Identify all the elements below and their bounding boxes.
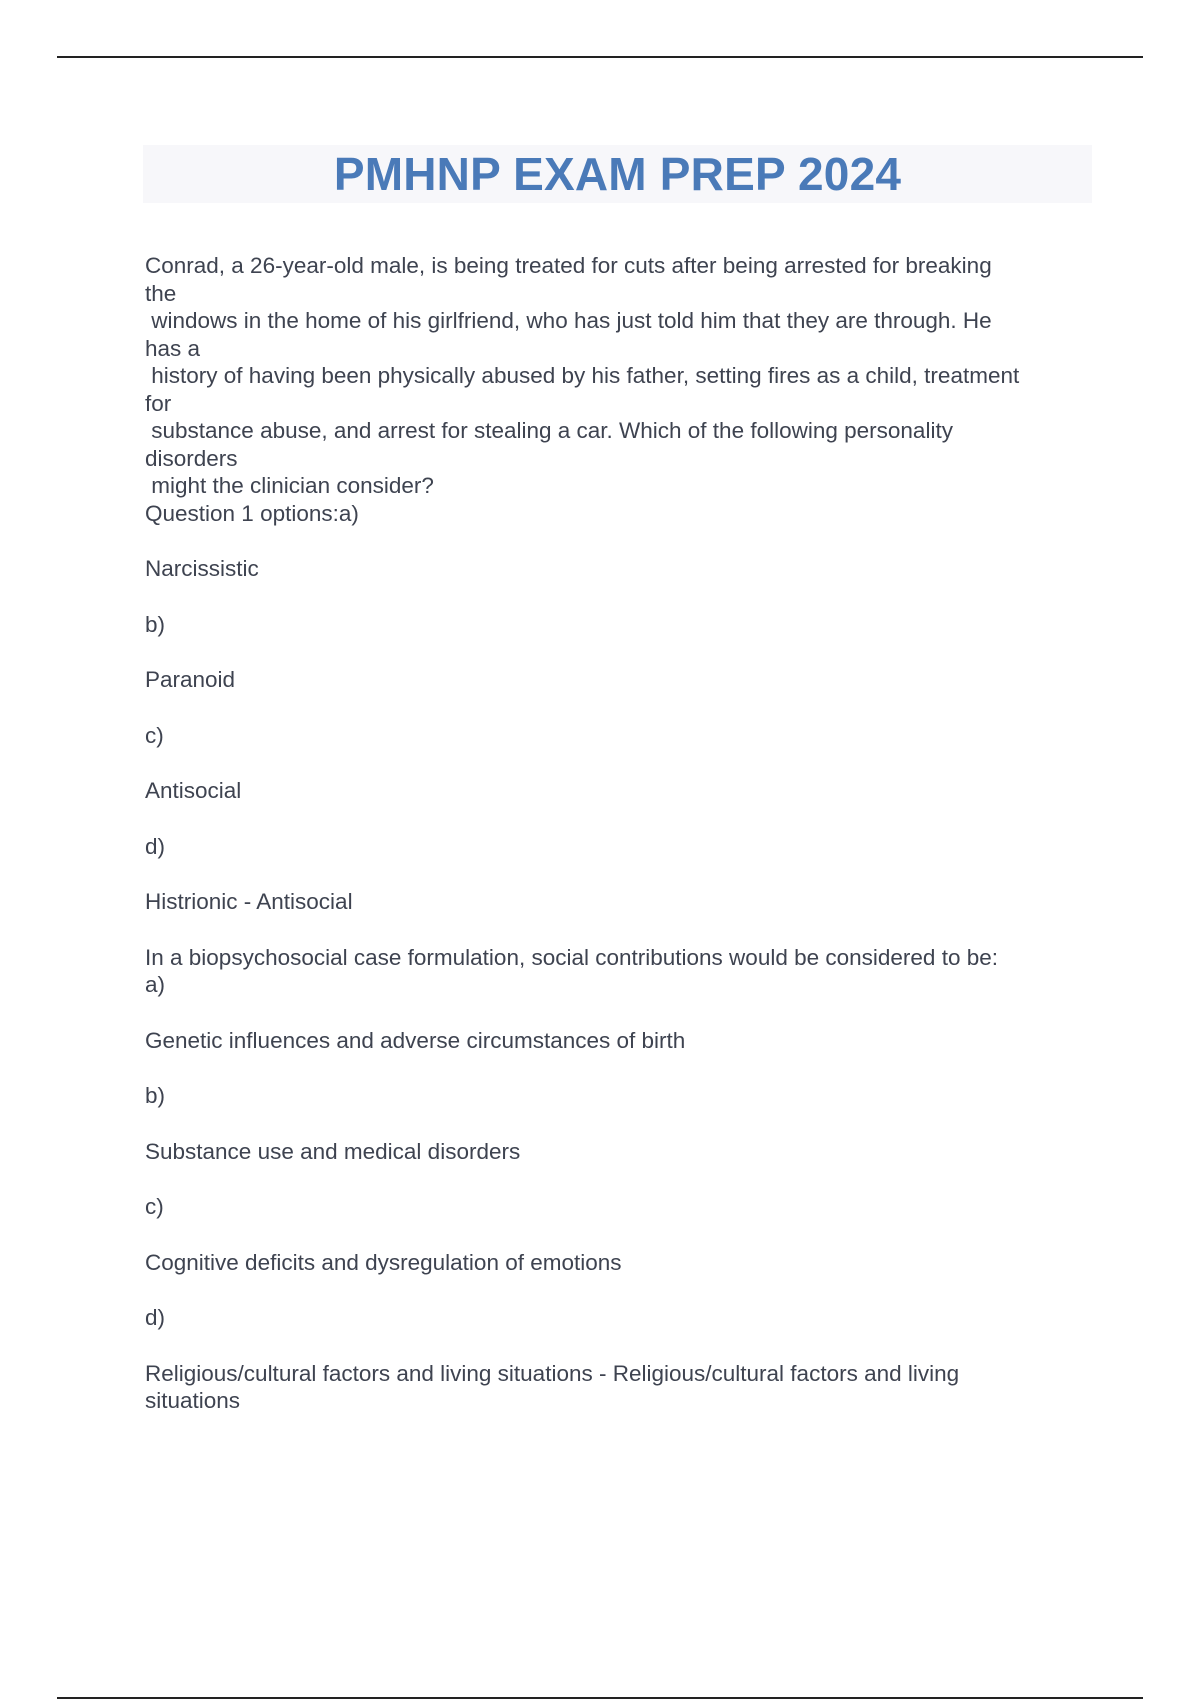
question-2-option-a: Genetic influences and adverse circumstances of birth bbox=[145, 1027, 686, 1053]
question-2-label-c: c) bbox=[145, 1194, 164, 1219]
question-2-option-b: Substance use and medical disorders bbox=[145, 1138, 521, 1164]
question-1-stem-line: Conrad, a 26-year-old male, is being treated for cuts after being arrested for breaking bbox=[145, 253, 992, 278]
bottom-rule bbox=[57, 1697, 1143, 1699]
question-2-label-a: a) bbox=[145, 972, 166, 997]
top-rule bbox=[57, 56, 1143, 58]
question-1-option-b: Paranoid bbox=[145, 667, 236, 692]
title-band bbox=[143, 145, 1092, 203]
question-1 bbox=[145, 252, 1090, 916]
question-2-label-d: d) bbox=[145, 1305, 166, 1330]
question-1-option-c: Antisocial bbox=[145, 778, 242, 803]
question-1-options-label: Question 1 options:a) bbox=[145, 500, 359, 526]
question-2-option-c: Cognitive deficits and dysregulation of emotions bbox=[145, 1249, 622, 1275]
question-1-label-c: c) bbox=[145, 722, 164, 748]
question-2 bbox=[145, 944, 1090, 1415]
question-2-stem: In a biopsychosocial case formulation, social contributions would be considered to be: bbox=[145, 944, 998, 970]
question-1-option-a: Narcissistic bbox=[145, 556, 259, 581]
question-1-option-d: Histrionic - Antisocial bbox=[145, 889, 353, 914]
question-2-option-d-continued: situations bbox=[145, 1388, 241, 1413]
question-1-stem-line: the bbox=[145, 280, 177, 306]
question-1-label-d: d) bbox=[145, 833, 166, 859]
question-1-stem-line: might the clinician consider? bbox=[145, 473, 434, 498]
page-title: PMHNP EXAM PREP 2024 bbox=[333, 148, 902, 200]
question-1-stem-line: substance abuse, and arrest for stealing a car. Which of the following personality bbox=[145, 418, 953, 443]
document-body bbox=[145, 252, 1090, 1415]
question-2-label-b: b) bbox=[145, 1083, 166, 1108]
question-1-stem-line: disorders bbox=[145, 445, 238, 471]
question-1-stem-line: windows in the home of his girlfriend, who has just told him that they are through. He bbox=[145, 308, 992, 333]
question-1-stem-line: history of having been physically abused by his father, setting fires as a child, treatment bbox=[145, 363, 1020, 388]
question-1-stem-line: for bbox=[145, 390, 172, 416]
question-1-stem-line: has a bbox=[145, 335, 201, 361]
question-2-option-d: Religious/cultural factors and living situations - Religious/cultural factors and living bbox=[145, 1360, 960, 1386]
question-1-label-b: b) bbox=[145, 611, 166, 637]
